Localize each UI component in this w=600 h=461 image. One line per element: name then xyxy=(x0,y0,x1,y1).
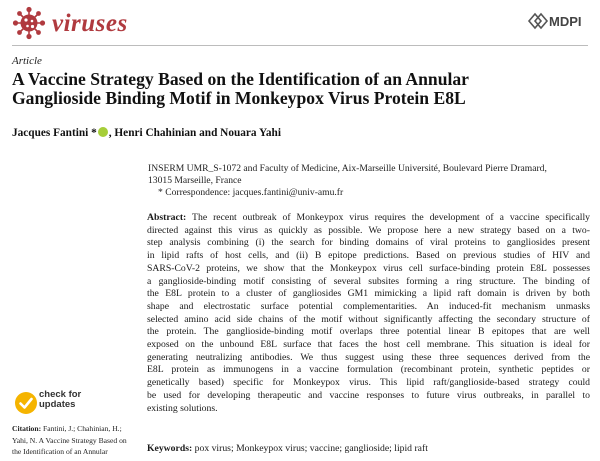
keywords-label: Keywords: xyxy=(147,443,193,454)
citation-line xyxy=(12,423,142,435)
abstract-line: the E8L protein to a cluster of gangliosides GM1 mimicking a lipid raft domain is driven by both xyxy=(147,288,590,300)
journal-name: viruses xyxy=(52,10,128,37)
affiliation xyxy=(148,163,588,187)
title-line: Ganglioside Binding Motif in Monkeypox Virus Protein E8L xyxy=(12,88,466,108)
header-divider xyxy=(12,45,588,46)
citation xyxy=(12,423,142,458)
author-name[interactable]: Jacques Fantini * xyxy=(12,127,97,139)
abstract-line: genetically based) specific for Monkeypox virus. This lipid raft/ganglioside-based strategy could xyxy=(147,377,590,389)
keywords-text: pox virus; Monkeypox virus; vaccine; ganglioside; lipid raft xyxy=(192,443,428,454)
abstract-line: exposed on the unbound E8L surface that faces the host cell membrane. This situation is ideal for xyxy=(147,339,590,351)
citation-text: Fantini, J.; Chahinian, H.; xyxy=(41,424,122,433)
affiliation-line: INSERM UMR_S-1072 and Faculty of Medicine, Aix-Marseille Université, Boulevard Pierre Dramard, xyxy=(148,163,547,174)
abstract-line: SARS-CoV-2 proteins, we show that the Monkeypox virus cell surface-binding protein E8L possesses xyxy=(147,262,590,274)
title-line: A Vaccine Strategy Based on the Identification of an Annular xyxy=(12,69,469,89)
abstract-label: Abstract: xyxy=(147,212,187,223)
abstract-line: selected amino acid side chains of the motif without significantly affecting the secondary structure of xyxy=(147,313,590,325)
article-type: Article xyxy=(12,55,42,67)
orcid-icon[interactable] xyxy=(98,127,108,137)
abstract-line: generating neutralizing antibodies. We thus suggest using these three sequences derived from the xyxy=(147,351,590,363)
check-for-updates-label xyxy=(39,390,81,410)
abstract-line: step analysis combining (i) the search for binding domains of viral proteins to gangliosides present xyxy=(147,237,590,249)
abstract-line: in lipid rafts of host cells, and (ii) B epitope predictions. Based on previous studies of HIV and xyxy=(147,250,590,262)
citation-line: Yahi, N. A Vaccine Strategy Based on xyxy=(12,435,127,445)
citation-line: the Identification of an Annular xyxy=(12,447,108,456)
article-title xyxy=(12,70,592,108)
mdpi-logo xyxy=(527,10,585,32)
check-for-updates-badge[interactable] xyxy=(14,385,82,421)
author-names: , Henri Chahinian and Nouara Yahi xyxy=(108,127,281,139)
abstract-line: a ganglioside-binding motif consisting of several subsites forming a ring structure. The binding of xyxy=(147,275,590,287)
abstract-line: shape and electrostatic surface potential complementarities. An induced-fit mechanism unmasks xyxy=(147,300,590,312)
abstract-line: existing solutions. xyxy=(147,402,218,414)
abstract xyxy=(147,212,590,415)
abstract-line: the protein. The ganglioside-binding motif overlaps three potential linear B epitopes that are well xyxy=(147,326,590,338)
abstract-text: The recent outbreak of Monkeypox virus requires the development of a vaccine specifically xyxy=(186,212,590,223)
virus-logo-icon xyxy=(12,6,46,40)
svg-text:MDPI: MDPI xyxy=(549,14,582,29)
citation-label: Citation: xyxy=(12,424,42,433)
check-line: check for xyxy=(39,389,82,400)
keywords xyxy=(147,443,428,454)
abstract-line: directed against this virus as quickly as possible. We propose here a new strategy based on a two- xyxy=(147,224,590,236)
abstract-line: be used for developing therapeutic and vaccine responses to future virus outbreaks, in parallel to xyxy=(147,389,590,401)
abstract-line xyxy=(147,212,590,225)
author-list xyxy=(12,127,281,139)
abstract-line: E8L protein as immunogens in a vaccine formulation (recombinant protein, synthetic peptides or xyxy=(147,364,590,376)
check-for-updates-icon xyxy=(14,391,38,415)
check-line: updates xyxy=(39,399,76,410)
correspondence: * Correspondence: jacques.fantini@univ-amu.fr xyxy=(158,187,344,198)
affiliation-line: 13015 Marseille, France xyxy=(148,175,242,186)
